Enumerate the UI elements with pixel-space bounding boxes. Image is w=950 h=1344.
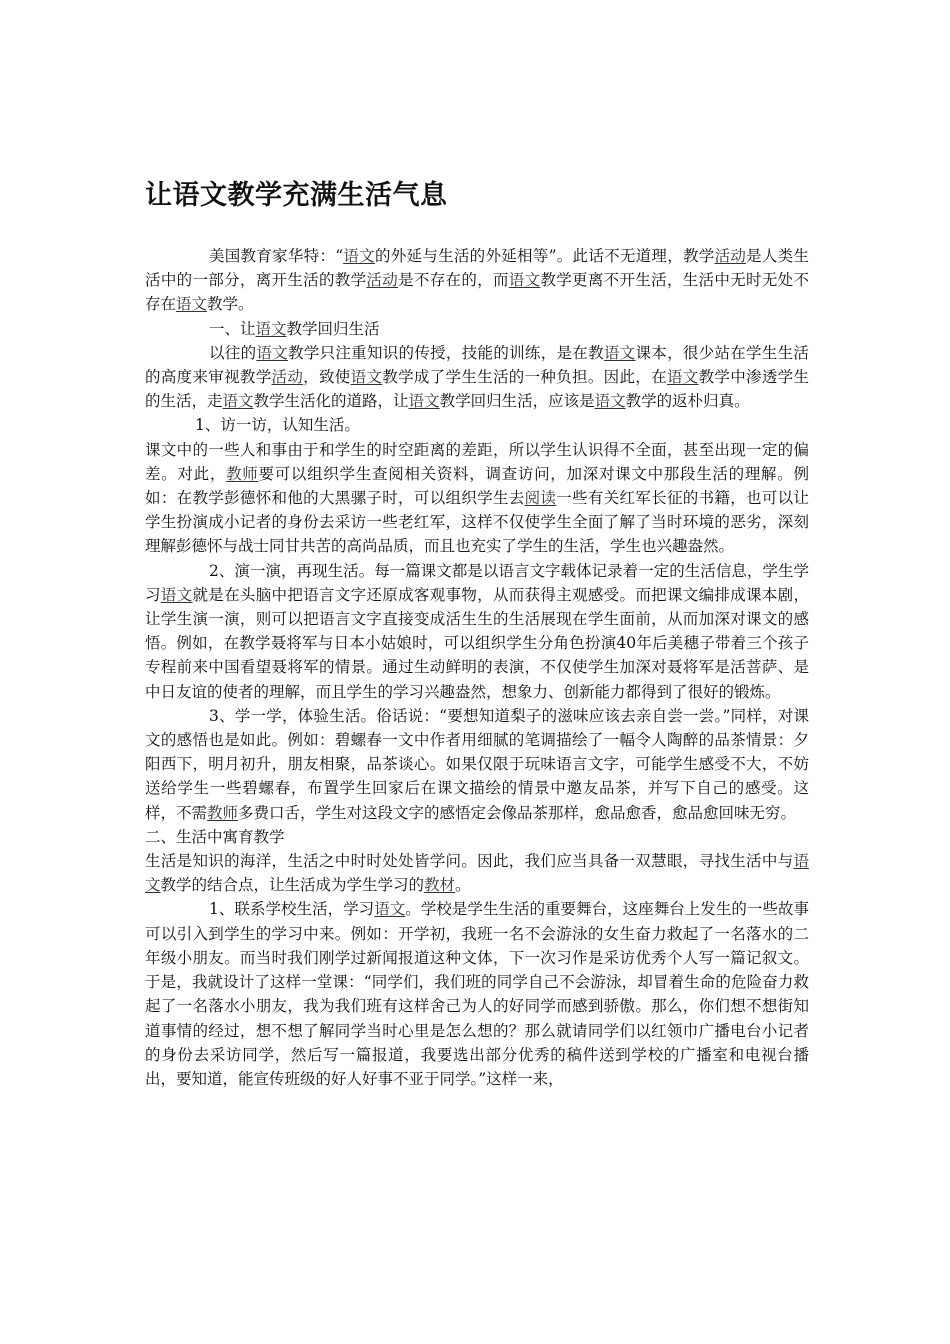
paragraph-text: 是不存在的，而 — [398, 271, 509, 290]
paragraph-text: 就是在头脑中把语言文字还原成客观事物，从而获得主观感受。而把课文编排成课本剧，让学生演一演，则可以把语言文字直接变成活生生的生活展现在学生面前，从而加深对课文的感悟。例如，在教学聂将军与日本小姑娘时，可以组织学生分角色扮演40年后美穗子带着三个孩子专程前来中国看望聂将军的情景。通过生动鲜明的表演，不仅使学生加深对聂将军是活菩萨、是中日友谊的使者的理解，而且学生的学习兴趣盎然，想象力、创新能力都得到了很好的锻炼。 — [145, 585, 809, 701]
paragraph-text: 教学的返朴归真。 — [625, 392, 750, 411]
paragraph-text: 的外延与生活的外延相等”。此话不无道理，教学 — [375, 247, 715, 265]
paragraph-text: 教学中渗透学生的生活，走 — [145, 368, 809, 411]
keyword-link[interactable]: 语文 — [222, 392, 254, 411]
keyword-link[interactable]: 活动 — [714, 247, 747, 265]
paragraph — [145, 438, 809, 559]
keyword-link[interactable]: 活动 — [271, 368, 304, 387]
keyword-link[interactable]: 语文 — [176, 295, 208, 314]
keyword-link[interactable]: 教材 — [424, 876, 456, 895]
keyword-link[interactable]: 语文 — [350, 368, 383, 387]
paragraph-text: 。 — [455, 876, 471, 895]
paragraph-text: 1、访一访，认知生活。 — [195, 416, 360, 435]
paragraph-text: 3、学一学，体验生活。俗话说：“要想知道梨子的滋味应该去亲自尝一尝。”同样，对课文的感悟也是如此。例如：碧螺春一文中作者用细腻的笔调描绘了一幅令人陶醉的品茶情景：夕阳西下，明月初升，朋友相聚，品茶谈心。如果仅限于玩味语言文字，可能学生感受不大，不妨送给学生一些碧螺春，布置学生回家后在课文描绘的情景中邀友品茶，并写下自己的感受。这样，不需 — [145, 706, 809, 822]
keyword-link[interactable]: 语文 — [594, 392, 626, 411]
paragraph-text: 教学更离不开生活，生活中无时无处不存在 — [145, 271, 809, 314]
paragraph — [145, 413, 809, 437]
paragraph-text: 要可以组织学生查阅相关资料，调查访问，加深对课文中那段生活的理解。例如：在教学彭德怀和他的大黑骡子时，可以组织学生去 — [145, 464, 809, 508]
paragraph-text: 教学只注重知识的传授，技能的训练，是在教 — [287, 343, 604, 362]
paragraph-text: ，致使 — [303, 368, 351, 387]
keyword-link[interactable]: 语文 — [145, 852, 809, 895]
paragraph — [145, 897, 809, 1091]
keyword-link[interactable]: 活动 — [366, 271, 399, 290]
keyword-link[interactable]: 语文 — [343, 247, 375, 265]
keyword-link[interactable]: 语文 — [408, 392, 440, 411]
keyword-link[interactable]: 语文 — [374, 900, 406, 919]
paragraph-text: 教学成了学生生活的一种负担。因此，在 — [382, 368, 667, 387]
paragraph — [145, 825, 809, 849]
keyword-link[interactable]: 语文 — [603, 343, 636, 362]
paragraph — [145, 559, 809, 704]
paragraph-text: 二、生活中寓育教学 — [145, 827, 285, 846]
keyword-link[interactable]: 语文 — [160, 585, 193, 604]
paragraph-text: 课文中的一些人和事由于和学生的时空距离的差距，所以学生认识得不全面，甚至出现一定的偏差。对此， — [145, 440, 809, 483]
keyword-link[interactable]: 语文 — [255, 319, 287, 338]
paragraph-text: 一些有关红军长征的书籍，也可以让学生扮演成小记者的身份去采访一些老红军，这样不仅使学生全面了解了当时环境的恶劣，深刻理解彭德怀与战士同甘共苦的高尚品质，而且也充实了学生的生活，学生也兴趣盎然。 — [145, 489, 809, 556]
paragraph-text: 一、让 — [209, 319, 256, 338]
document-title: 让语文教学充满生活气息 — [145, 180, 448, 211]
keyword-link[interactable]: 阅读 — [524, 489, 557, 508]
keyword-link[interactable]: 语文 — [508, 271, 541, 290]
keyword-link[interactable]: 教师 — [226, 464, 259, 483]
paragraph-text: 。学校是学生生活的重要舞台，这座舞台上发生的一些故事可以引入到学生的学习中来。例如：开学初，我班一名不会游泳的女生奋力救起了一名落水的二年级小朋友。而当时我们刚学过新闻报道这种文体，下一次习作是采访优秀个人写一篇记叙文。于是，我就设计了这样一堂课：“同学们，我们班的同学自己不会游泳，却冒着生命的危险奋力救起了一名落水小朋友，我为我们班有这样舍己为人的好同学而感到骄傲。那么，你们想不想街知道事情的经过，想不想了解同学当时心里是怎么想的？那么就请同学们以红领巾广播电台小记者的身份去采访同学，然后写一篇报道，我要选出部分优秀的稿件送到学校的广播室和电视台播出，要知道，能宣传班级的好人好事不亚于同学。”这样一来， — [145, 900, 809, 1088]
paragraph — [145, 849, 809, 897]
paragraph — [145, 341, 809, 414]
paragraph — [145, 244, 809, 317]
paragraph-text: 以往的 — [209, 343, 257, 362]
paragraph-text: 2、演一演，再现生活。每一篇课文都是以语言文字载体记录着一定的生活信息，学生学习 — [145, 561, 809, 604]
paragraph-text: 教学。 — [207, 295, 254, 314]
paragraph-text: 美国教育家华特：“ — [209, 247, 344, 265]
keyword-link[interactable]: 语文 — [666, 368, 699, 387]
paragraph — [145, 317, 809, 341]
paragraph-text: 教学回归生活，应该是 — [439, 392, 595, 411]
paragraph — [145, 704, 809, 825]
paragraph-text: 多费口舌，学生对这段文字的感悟定会像品茶那样，愈品愈香，愈品愈回味无穷。 — [238, 803, 797, 822]
keyword-link[interactable]: 教师 — [207, 803, 239, 822]
paragraph-text: 1、联系学校生活，学习 — [209, 900, 375, 919]
paragraph-text: 教学回归生活 — [286, 319, 380, 338]
paragraph-text: 生活是知识的海洋，生活之中时时处处皆学问。因此，我们应当具备一双慧眼，寻找生活中与 — [145, 852, 794, 871]
document-body — [145, 244, 809, 1091]
paragraph-text: 教学的结合点，让生活成为学生学习的 — [160, 876, 425, 895]
keyword-link[interactable]: 语文 — [256, 343, 288, 362]
paragraph-text: 教学生活化的道路，让 — [253, 392, 409, 411]
paragraph-text: 是人类生活中的一部分，离开生活的教学 — [145, 247, 809, 290]
paragraph-text: 课本，很少站在学生生活的高度来审视教学 — [145, 343, 809, 387]
